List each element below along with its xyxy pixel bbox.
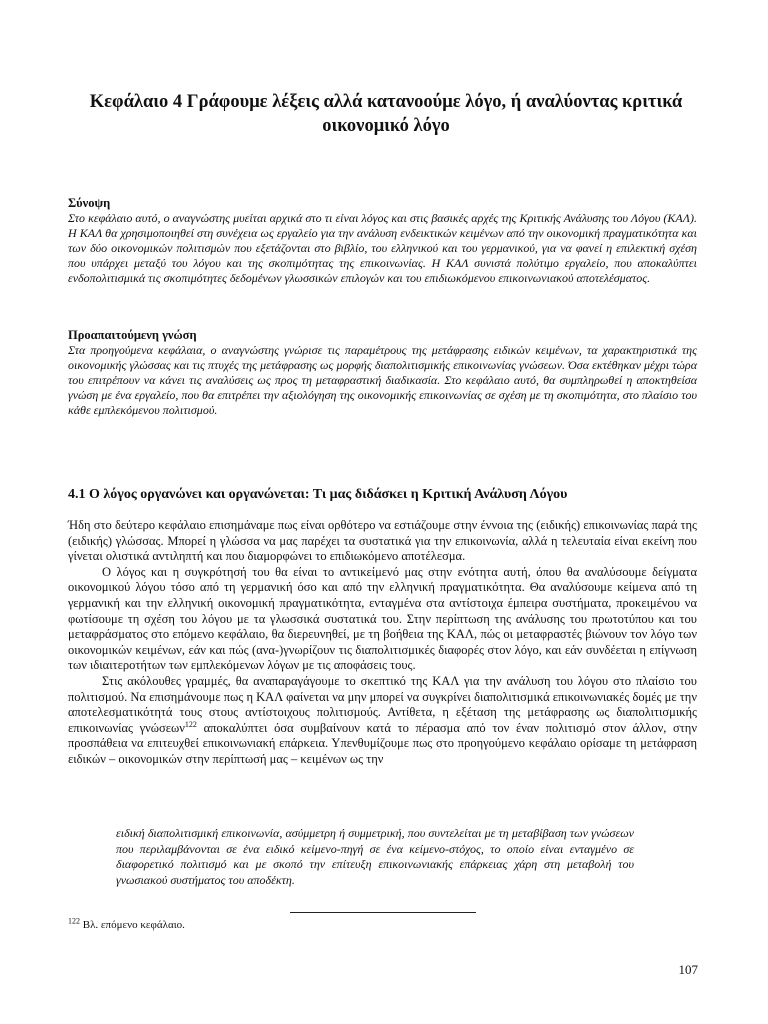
prerequisites-heading: Προαπαιτούμενη γνώση [68, 328, 197, 342]
prerequisites-body: Στα προηγούμενα κεφάλαια, ο αναγνώστης γνώρισε τις παραμέτρους της μετάφρασης ειδικών κειμένων, τα χαρακτηριστικά της οικονομικής γλώσσας και τις πτυχές της μετάφρασης ως μορφής διαπολιτισμικής επικοινωνίας γνώσεων. Όσα εκτέθηκαν μέχρι τώρα του επιτρέπουν να κάνει τις αναλύσεις ως προς τη μεταφραστική διαδικασία. Στο κεφάλαιο αυτό, θα συμπληρωθεί η αποκτηθείσα γνώση με ένα εργαλείο, που θα επιτρέπει την αξιολόγηση της οικονομικής επικοινωνίας σε σχέση με τη σκοπιμότητα, στο πλαίσιο του κάθε εμπλεκόμενου πολιτισμού. [68, 343, 697, 417]
paragraph-3-text-b: αποκαλύπτει όσα συμβαίνουν κατά το πέρασμα από τον έναν πολιτισμό στον άλλον, στην προσπάθεια να επιτευχθεί επικοινωνιακή επάρκεια. Υπενθυμίζουμε πως στο προηγούμενο κεφάλαιο ορίσαμε τη μετάφραση ειδικών – οικονομικών στην περίπτωσή μας – κειμένων ως την [68, 720, 697, 766]
chapter-title: Κεφάλαιο 4 Γράφουμε λέξεις αλλά κατανοούμε λόγο, ή αναλύοντας κριτικά οικονομικό λόγο [89, 92, 683, 136]
block-quote: ειδική διαπολιτισμική επικοινωνία, ασύμμετρη ή συμμετρική, που συντελείται με τη μεταβίβαση των γνώσεων που περιλαμβάνονται σε ένα ειδικό κείμενο-πηγή σε ένα κείμενο-στόχος, το οποίο είναι ενταγμένο σε διαφορετικό πολιτισμό και με σκοπό την επίτευξη επικοινωνιακής επάρκειας χάρη στη μεταβολή του γνωσιακού συστήματος του αποδέκτη. [116, 826, 634, 887]
footnote-divider [290, 912, 476, 913]
summary-heading: Σύνοψη [68, 196, 111, 210]
section-body [68, 518, 697, 768]
section-heading: 4.1 Ο λόγος οργανώνει και οργανώνεται: Τι μας διδάσκει η Κριτική Ανάλυση Λόγου [68, 487, 568, 502]
paragraph-3-text-a: Στις ακόλουθες γραμμές, θα αναπαραγάγουμε το σκεπτικό της ΚΑΛ για την ανάλυση του λόγου στο πλαίσιο του πολιτισμού. Να επισημάνουμε πως η ΚΑΛ φαίνεται να μην μπορεί να συγκρίνει διαπολιτισμικά επικοινωνιακές δομές με την αποτελεσματικότητά τους στους αντίστοιχους πολιτισμούς. Αντίθετα, η εξέταση της μετάφρασης ως διαπολιτισμικής επικοινωνίας γνώσεων [68, 673, 697, 735]
summary-block [68, 196, 697, 286]
paragraph-3 [68, 674, 697, 768]
footnote-text: Βλ. επόμενο κεφάλαιο. [80, 919, 185, 931]
footnote-reference[interactable]: 122 [184, 719, 197, 729]
footnote [68, 918, 568, 932]
paragraph-1: Ήδη στο δεύτερο κεφάλαιο επισημάναμε πως είναι ορθότερο να εστιάζουμε στην έννοια της (ειδικής) επικοινωνίας παρά της (ειδικής) γλώσσας. Μπορεί η γλώσσα να μας παρέχει τα συστατικά για την επικοινωνία, αλλά η τελευταία είναι εκείνη που γίνεται ολιστικά αντιληπτή και που διαμορφώνει το επιδιωκόμενο αποτέλεσμα. [68, 518, 697, 564]
footnote-number: 122 [68, 916, 80, 926]
page-number: 107 [678, 962, 698, 977]
prerequisites-block [68, 328, 697, 418]
paragraph-2: Ο λόγος και η συγκρότησή του θα είναι το αντικείμενό μας στην ενότητα αυτή, όπου θα αναλύσουμε δείγματα οικονομικού λόγου τόσο από τη γερμανική όσο και από την ελληνική πραγματικότητα. Θα αναλύσουμε κείμενα από τη γερμανική και την ελληνική οικονομική πραγματικότητα, ενταγμένα στα αντίστοιχα έμπειρα συστήματα, προκειμένου να φωτίσουμε τη σχέση του λόγου με τα γλωσσικά συστατικά του. Στην περίπτωση της ανάλυσης του πρωτοτύπου και του μεταφράσματος στο επόμενο κεφάλαιο, θα διερευνηθεί, με τη βοήθεια της ΚΑΛ, πώς οι μεταφραστές βιώνουν τον λόγο των οικονομικών κειμένων, εάν και πώς (ανα-)γνωρίζουν τις διαπολιτισμικές διαφορές στον λόγο, και εάν συνδέεται η επίγνωση των ιδιαιτεροτήτων των εμπλεκόμενων λόγων με τις αποφάσεις τους. [68, 564, 697, 673]
summary-body: Στο κεφάλαιο αυτό, ο αναγνώστης μυείται αρχικά στο τι είναι λόγος και στις βασικές αρχές της Κριτικής Ανάλυσης του Λόγου (ΚΑΛ). Η ΚΑΛ θα χρησιμοποιηθεί στη συνέχεια ως εργαλείο για την ανάλυση ενδεικτικών κειμένων από την οικονομική πραγματικότητα και των δύο οικονομικών πολιτισμών που εξετάζονται στο βιβλίο, του ελληνικού και του γερμανικού, για να φανεί η επιλεκτική σχέση που υπάρχει μεταξύ του λόγου και της σκοπιμότητας της επικοινωνίας. Η ΚΑΛ συνιστά πολύτιμο εργαλείο, που αποκαλύπτει ενδοπολιτισμικά τις σκοπιμότητες δεδομένων γλωσσικών επιλογών και του επιδιωκόμενου επικοινωνιακού αποτελέσματος. [68, 211, 697, 285]
